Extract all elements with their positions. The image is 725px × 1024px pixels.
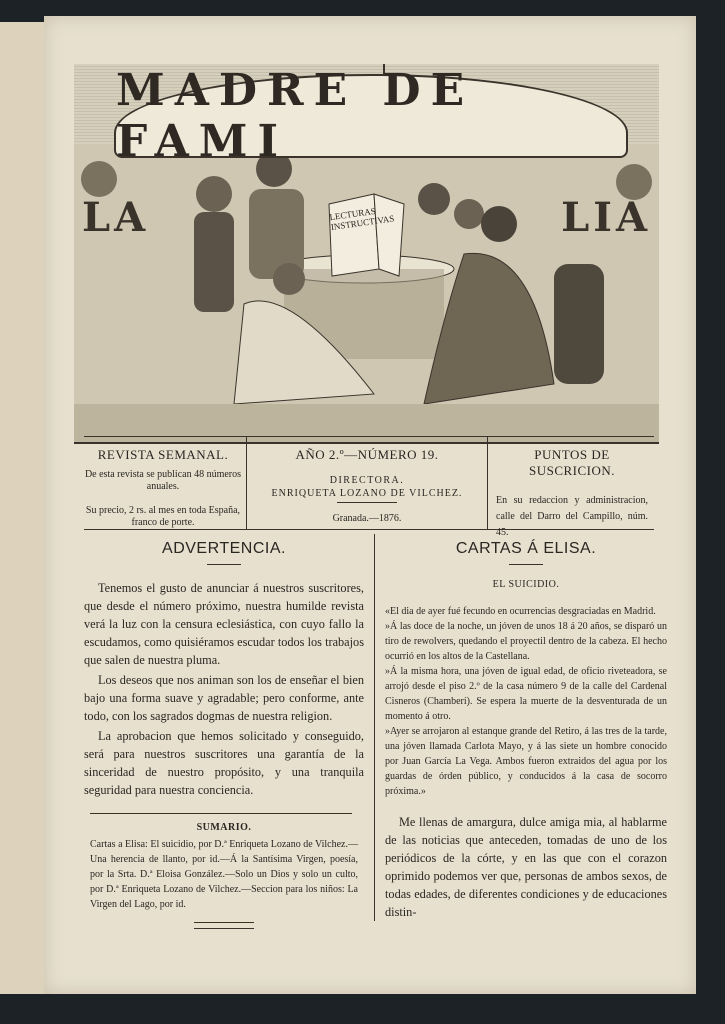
info-revista: [84, 437, 242, 529]
left-page-edge: [0, 22, 46, 994]
info-year-heading: AÑO 2.º—NÚMERO 19.: [295, 447, 439, 462]
advertencia-title: ADVERTENCIA.: [162, 540, 286, 557]
news-quote-2: »Á las doce de la noche, un jóven de unos 18 á 20 años, se disparó un tiro de rewolvers, quedando el proyectil dentro de la cabeza. El hecho ocurrió en los altos de la Castellana.: [385, 621, 667, 662]
sumario-title: SUMARIO.: [196, 822, 252, 833]
newspaper-page: [44, 16, 696, 994]
info-revista-heading: REVISTA SEMANAL.: [97, 447, 229, 462]
advertencia-paragraph-2: Los deseos que nos animan son los de enseñar el bien bajo una forma suave y agradable; pero conforme, ante todo, con los sagrados dogmas de nuestra religion.: [84, 673, 364, 723]
cartas-paragraph-1: Me llenas de amargura, dulce amiga mia, al hablarme de las noticias que anteceden, tomadas de uno de los periódicos de la córte, y en las que con el corazon oprimido podemos ver que, personas de ambos sexos, de todas edades, de diferentes condiciones y de educaciones distin-: [385, 815, 667, 919]
info-suscricion-text: En su redaccion y administracion, calle del Darro del Campillo, núm. 45.: [496, 495, 648, 538]
news-quote-4: »Ayer se arrojaron al estanque grande del Retiro, á las tres de la tarde, una jóven llamada Carlota Mayo, y á las siete un hombre conocido por Juan García La Vega. Ambos fueron extraidos del agua por los guardas de órden público, y conducidos á la casa de socorro próxima.»: [385, 726, 667, 797]
info-suscricion: [490, 437, 654, 538]
advertencia-paragraph-1: Tenemos el gusto de anunciar á nuestros suscritores, que desde el número próximo, nuestra humilde revista verá la luz con la censura eclesiástica, con cuyo fallo la escudamos, como quisiéramos escudar todos los trabajos que salen de nuestra pluma.: [84, 581, 364, 667]
advertencia-rule: [207, 564, 241, 565]
sumario-text: Cartas a Elisa: El suicidio, por D.ª Enriqueta Lozano de Vilchez.—Una herencia de llanto, por id.—Á la Santísima Virgen, poesía, por la Srta. D.ª Eloisa González.—Solo un Dios y solo un culto, por D.ª Enriqueta Lozano de Vilchez.—Seccion para los niños: La Virgen del Lago, por id.: [90, 839, 358, 910]
sumario-divider: [90, 813, 352, 814]
book-label: LECTURAS INSTRUCTIVAS: [328, 205, 395, 233]
info-director-label: DIRECTORA.: [329, 475, 405, 486]
cartas-rule: [509, 564, 543, 565]
news-quote-1: «El dia de ayer fué fecundo en ocurrencias desgraciadas en Madrid.: [385, 606, 656, 617]
ornament-divider: [194, 922, 254, 929]
info-director-name: ENRIQUETA LOZANO DE VILCHEZ.: [271, 488, 463, 499]
header-info-row: [84, 436, 654, 538]
news-quote-3: »Á la misma hora, una jóven de igual edad, de oficio riveteadora, se arrojó desde el piso 2.º de la casa número 9 de la calle del Cardenal Cisneros (Chamberí). Se espera la muerte de la desventurada de un momento á otro.: [385, 666, 667, 722]
masthead-left-word: LA: [82, 194, 150, 241]
info-divider: [337, 502, 397, 503]
column-advertencia: [84, 534, 364, 929]
advertencia-paragraph-3: La aprobacion que hemos solicitado y conseguido, será para nuestros suscritores una garantía de la sinceridad de nuestro propósito, y una tranquila seguridad para nuestra conciencia.: [84, 729, 364, 797]
info-place-date: Granada.—1876.: [332, 513, 402, 524]
info-year-number: [246, 437, 488, 529]
masthead-title-banner: [114, 65, 628, 167]
news-quote: [385, 604, 667, 799]
cartas-title: CARTAS Á ELISA.: [455, 540, 597, 557]
info-revista-price: Su precio, 2 rs. al mes en toda España, franco de porte.: [85, 505, 241, 528]
column-cartas: [374, 534, 667, 921]
masthead-illustration: [74, 64, 659, 444]
cartas-subtitle: EL SUICIDIO.: [492, 579, 560, 590]
info-revista-issues: De esta revista se publican 48 números anuales.: [84, 469, 242, 492]
masthead-right-word: LIA: [561, 194, 651, 241]
info-suscricion-heading: PUNTOS DE SUSCRICION.: [528, 447, 616, 478]
masthead-title: MADRE DE FAMI: [116, 65, 475, 167]
